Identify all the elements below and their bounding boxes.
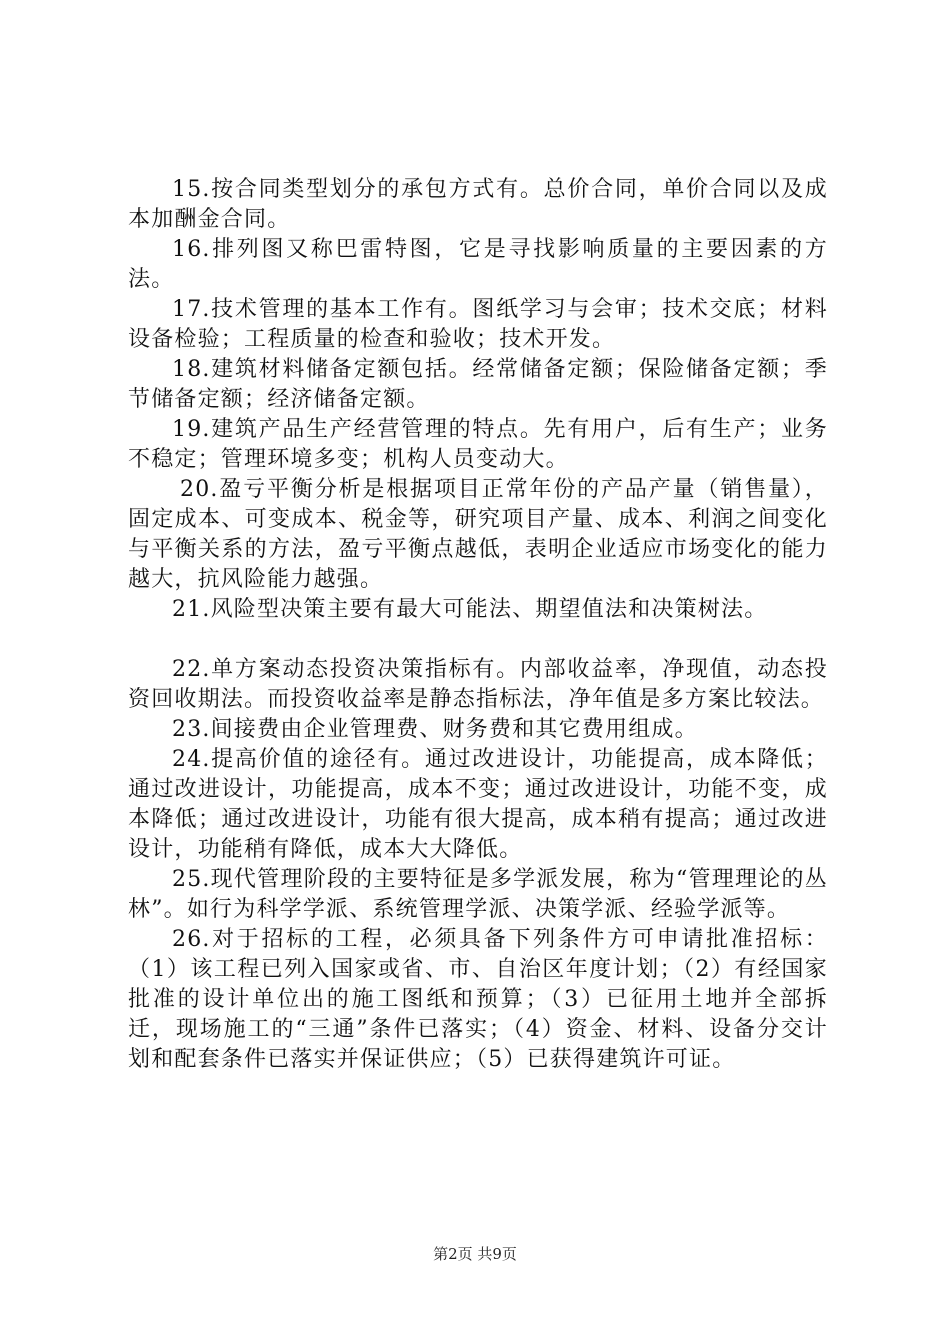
paragraph-17: 17.技术管理的基本工作有。图纸学习与会审；技术交底；材料设备检验；工程质量的检查和验收；技术开发。 [128,297,828,352]
paragraph-18: 18.建筑材料储备定额包括。经常储备定额；保险储备定额；季节储备定额；经济储备定额。 [128,357,828,412]
paragraph-26: 26.对于招标的工程，必须具备下列条件方可申请批准招标：（1）该工程已列入国家或省、市、自治区年度计划；（2）有经国家批准的设计单位出的施工图纸和预算；（3）已征用土地并全部拆迁，现场施工的“三通”条件已落实；（4）资金、材料、设备分交计划和配套条件已落实并保证供应；（5）已获得建筑许可证。 [128,927,828,1072]
page-number-footer: 第2页 共9页 [433,1245,517,1263]
paragraph-15: 15.按合同类型划分的承包方式有。总价合同，单价合同以及成本加酬金合同。 [128,177,828,232]
paragraph-16: 16.排列图又称巴雷特图，它是寻找影响质量的主要因素的方法。 [128,237,828,292]
paragraph-21: 21.风险型决策主要有最大可能法、期望值法和决策树法。 [172,597,768,622]
paragraph-23: 23.间接费由企业管理费、财务费和其它费用组成。 [172,717,698,742]
paragraph-19: 19.建筑产品生产经营管理的特点。先有用户，后有生产；业务不稳定；管理环境多变；机构人员变动大。 [128,417,828,472]
paragraph-24: 24.提高价值的途径有。通过改进设计，功能提高，成本降低；通过改进设计，功能提高，成本不变；通过改进设计，功能不变，成本降低；通过改进设计，功能有很大提高，成本稍有提高；通过改进设计，功能稍有降低，成本大大降低。 [128,747,828,862]
paragraph-20: 20.盈亏平衡分析是根据项目正常年份的产品产量（销售量），固定成本、可变成本、税金等，研究项目产量、成本、利润之间变化与平衡关系的方法，盈亏平衡点越低，表明企业适应市场变化的能力越大，抗风险能力越强。 [128,477,828,592]
paragraph-25: 25.现代管理阶段的主要特征是多学派发展，称为“管理理论的丛林”。如行为科学学派、系统管理学派、决策学派、经验学派等。 [128,867,828,922]
document-body [128,175,828,1075]
paragraph-22: 22.单方案动态投资决策指标有。内部收益率，净现值，动态投资回收期法。而投资收益率是静态指标法，净年值是多方案比较法。 [128,657,828,712]
